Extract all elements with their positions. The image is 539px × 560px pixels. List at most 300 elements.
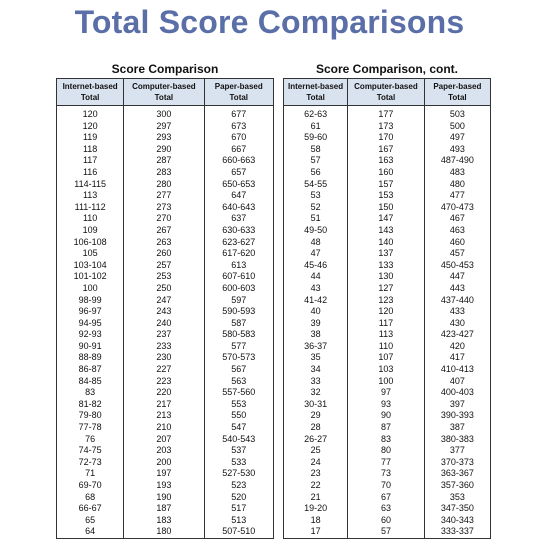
table-row bbox=[57, 457, 274, 469]
table-cell: 120 bbox=[82, 109, 98, 119]
table-cell: 570-573 bbox=[204, 352, 273, 364]
table-cell: 88-89 bbox=[78, 352, 102, 363]
table-cell: 17 bbox=[310, 526, 321, 537]
table-cell: 553 bbox=[204, 399, 273, 411]
table-cell: 387 bbox=[424, 422, 490, 434]
table-row bbox=[284, 237, 491, 249]
table-cell: 657 bbox=[204, 167, 273, 179]
table-row bbox=[284, 271, 491, 283]
table-row bbox=[57, 341, 274, 353]
table-row bbox=[284, 422, 491, 434]
table-cell: 297 bbox=[124, 121, 204, 133]
table-cell: 547 bbox=[204, 422, 273, 434]
column-header bbox=[424, 79, 490, 106]
table-cell: 63 bbox=[348, 503, 425, 515]
table-cell: 87 bbox=[348, 422, 425, 434]
table-row bbox=[284, 167, 491, 179]
table-cell: 210 bbox=[124, 422, 204, 434]
table-cell: 640-643 bbox=[204, 202, 273, 214]
table-cell: 93 bbox=[348, 399, 425, 411]
table-cell: 65 bbox=[85, 514, 96, 525]
table-cell: 66-67 bbox=[78, 503, 102, 514]
table-cell: 41-42 bbox=[304, 294, 328, 305]
table-row bbox=[57, 121, 274, 133]
column-header-line: Total bbox=[376, 93, 396, 102]
column-header-line: Internet-based bbox=[288, 82, 344, 91]
column-header-line: Total bbox=[229, 93, 249, 102]
table-cell: 577 bbox=[204, 341, 273, 353]
table-row bbox=[284, 213, 491, 225]
table-cell: 480 bbox=[424, 179, 490, 191]
table-cell: 157 bbox=[348, 179, 425, 191]
table-cell: 143 bbox=[348, 225, 425, 237]
table-cell: 187 bbox=[124, 503, 204, 515]
table-row bbox=[284, 132, 491, 144]
table-cell: 417 bbox=[424, 352, 490, 364]
table-cell: 59-60 bbox=[304, 132, 328, 143]
table-cell: 563 bbox=[204, 376, 273, 388]
table-cell: 277 bbox=[124, 190, 204, 202]
table-cell: 100 bbox=[348, 376, 425, 388]
table-cell: 250 bbox=[124, 283, 204, 295]
table-cell: 61 bbox=[310, 120, 321, 131]
table-row bbox=[284, 492, 491, 504]
table-cell: 477 bbox=[424, 190, 490, 202]
table-cell: 180 bbox=[124, 526, 204, 538]
table-cell: 77 bbox=[348, 457, 425, 469]
table-cell: 447 bbox=[424, 271, 490, 283]
table-cell: 58 bbox=[310, 143, 321, 154]
table-cell: 197 bbox=[124, 468, 204, 480]
table-cell: 56 bbox=[310, 166, 321, 177]
table-cell: 84-85 bbox=[78, 375, 102, 386]
table-cell: 273 bbox=[124, 202, 204, 214]
table-cell: 423-427 bbox=[424, 329, 490, 341]
column-header bbox=[204, 79, 273, 106]
table-row bbox=[57, 283, 274, 295]
table-cell: 49-50 bbox=[304, 224, 328, 235]
column-header-line: Internet-based bbox=[62, 82, 118, 91]
table-cell: 40 bbox=[310, 306, 321, 317]
table-cell: 193 bbox=[124, 480, 204, 492]
table-cell: 390-393 bbox=[424, 410, 490, 422]
table-cell: 217 bbox=[124, 399, 204, 411]
table-row bbox=[57, 202, 274, 214]
table-cell: 507-510 bbox=[204, 526, 273, 538]
table-cell: 177 bbox=[348, 106, 425, 121]
table-cell: 600-603 bbox=[204, 283, 273, 295]
table-cell: 71 bbox=[85, 468, 96, 479]
table-cell: 110 bbox=[348, 341, 425, 353]
table-cell: 500 bbox=[424, 121, 490, 133]
table-row bbox=[57, 167, 274, 179]
table-cell: 28 bbox=[310, 422, 321, 433]
table-row bbox=[57, 422, 274, 434]
table-row bbox=[284, 295, 491, 307]
table-cell: 637 bbox=[204, 213, 273, 225]
table-cell: 587 bbox=[204, 318, 273, 330]
table-row bbox=[57, 155, 274, 167]
table-row bbox=[57, 515, 274, 527]
table-cell: 117 bbox=[82, 155, 98, 166]
table-cell: 79-80 bbox=[78, 410, 102, 421]
table-cell: 333-337 bbox=[424, 526, 490, 538]
table-cell: 410-413 bbox=[424, 364, 490, 376]
table-cell: 253 bbox=[124, 271, 204, 283]
column-header bbox=[348, 79, 425, 106]
table-cell: 523 bbox=[204, 480, 273, 492]
table-cell: 183 bbox=[124, 515, 204, 527]
table-cell: 463 bbox=[424, 225, 490, 237]
table-cell: 420 bbox=[424, 341, 490, 353]
table-row bbox=[57, 225, 274, 237]
table-cell: 116 bbox=[82, 166, 98, 177]
table-cell: 283 bbox=[124, 167, 204, 179]
table-cell: 117 bbox=[348, 318, 425, 330]
table-cell: 80 bbox=[348, 445, 425, 457]
table-cell: 101-102 bbox=[73, 271, 107, 282]
score-comparison-table bbox=[56, 78, 274, 539]
table-row bbox=[284, 503, 491, 515]
table-cell: 287 bbox=[124, 155, 204, 167]
table-cell: 120 bbox=[348, 306, 425, 318]
table-row bbox=[57, 445, 274, 457]
table-row bbox=[57, 260, 274, 272]
table-cell: 18 bbox=[310, 514, 321, 525]
column-header-line: Paper-based bbox=[214, 82, 263, 91]
table-cell: 230 bbox=[124, 352, 204, 364]
table-row bbox=[57, 503, 274, 515]
table-cell: 72-73 bbox=[78, 456, 102, 467]
table-cell: 660-663 bbox=[204, 155, 273, 167]
table-cell: 260 bbox=[124, 248, 204, 260]
table-cell: 70 bbox=[348, 480, 425, 492]
table-cell: 613 bbox=[204, 260, 273, 272]
table-row bbox=[284, 260, 491, 272]
table-cell: 450-453 bbox=[424, 260, 490, 272]
table-cell: 597 bbox=[204, 295, 273, 307]
table-cell: 26-27 bbox=[304, 433, 328, 444]
table-cell: 69-70 bbox=[78, 480, 102, 490]
table-cell: 68 bbox=[85, 491, 96, 502]
table-row bbox=[57, 237, 274, 249]
table-row bbox=[57, 329, 274, 341]
table-cell: 83 bbox=[348, 434, 425, 446]
table-cell: 437-440 bbox=[424, 295, 490, 307]
table-cell: 38 bbox=[310, 329, 321, 340]
table-cell: 137 bbox=[348, 248, 425, 260]
table-cell: 81-82 bbox=[78, 398, 102, 409]
table-cell: 167 bbox=[348, 144, 425, 156]
table-row bbox=[284, 515, 491, 527]
table-cell: 163 bbox=[348, 155, 425, 167]
table-cell: 53 bbox=[310, 190, 321, 201]
table-row bbox=[284, 341, 491, 353]
table-row bbox=[284, 283, 491, 295]
table-row bbox=[57, 106, 274, 121]
table-cell: 557-560 bbox=[204, 387, 273, 399]
table-cell: 540-543 bbox=[204, 434, 273, 446]
table-cell: 363-367 bbox=[424, 468, 490, 480]
table-cell: 44 bbox=[310, 271, 321, 282]
table-row bbox=[57, 410, 274, 422]
table-row bbox=[57, 387, 274, 399]
table-row bbox=[284, 190, 491, 202]
table-cell: 36-37 bbox=[304, 340, 328, 351]
table-cell: 21 bbox=[310, 491, 321, 502]
table-cell: 67 bbox=[348, 492, 425, 504]
table-cell: 290 bbox=[124, 144, 204, 156]
table-cell: 407 bbox=[424, 376, 490, 388]
table-cell: 247 bbox=[124, 295, 204, 307]
table-cell: 64 bbox=[85, 526, 96, 537]
table-cell: 233 bbox=[124, 341, 204, 353]
table-cell: 57 bbox=[310, 155, 321, 166]
table-cell: 86-87 bbox=[78, 364, 102, 375]
table-cell: 105 bbox=[82, 248, 98, 259]
table-cell: 90-91 bbox=[78, 340, 102, 351]
table-cell: 30-31 bbox=[304, 398, 328, 409]
table-cell: 83 bbox=[85, 387, 96, 398]
table-cell: 267 bbox=[124, 225, 204, 237]
table-row bbox=[284, 410, 491, 422]
table-cell: 62-63 bbox=[304, 109, 328, 119]
table-cell: 98-99 bbox=[78, 294, 102, 305]
table-row bbox=[57, 526, 274, 538]
table-row bbox=[284, 248, 491, 260]
table-cell: 77-78 bbox=[78, 422, 102, 433]
column-header-line: Total bbox=[306, 93, 325, 102]
table-cell: 103-104 bbox=[73, 259, 107, 270]
table-cell: 240 bbox=[124, 318, 204, 330]
table-cell: 200 bbox=[124, 457, 204, 469]
table-row bbox=[284, 468, 491, 480]
table-row bbox=[57, 376, 274, 388]
table-row bbox=[284, 179, 491, 191]
table-cell: 347-350 bbox=[424, 503, 490, 515]
table-row bbox=[57, 144, 274, 156]
table-subtitle: Score Comparison, cont. bbox=[315, 62, 459, 76]
column-header-line: Computer-based bbox=[132, 82, 196, 91]
table-cell: 567 bbox=[204, 364, 273, 376]
table-subtitle: Score Comparison bbox=[111, 62, 219, 76]
table-row bbox=[284, 155, 491, 167]
table-cell: 54-55 bbox=[304, 178, 328, 189]
table-cell: 580-583 bbox=[204, 329, 273, 341]
table-row bbox=[284, 434, 491, 446]
table-cell: 503 bbox=[424, 106, 490, 121]
table-cell: 119 bbox=[82, 132, 98, 143]
table-cell: 73 bbox=[348, 468, 425, 480]
column-header bbox=[124, 79, 204, 106]
table-cell: 133 bbox=[348, 260, 425, 272]
column-header-line: Total bbox=[154, 93, 174, 102]
table-cell: 340-343 bbox=[424, 515, 490, 527]
table-cell: 443 bbox=[424, 283, 490, 295]
table-row bbox=[57, 492, 274, 504]
table-cell: 533 bbox=[204, 457, 273, 469]
table-header-row bbox=[284, 79, 491, 106]
table-cell: 118 bbox=[82, 143, 98, 154]
table-cell: 170 bbox=[348, 132, 425, 144]
column-header bbox=[284, 79, 348, 106]
table-cell: 111-112 bbox=[74, 201, 106, 212]
table-cell: 673 bbox=[204, 121, 273, 133]
table-cell: 74-75 bbox=[78, 445, 102, 456]
score-comparison-cont-block bbox=[283, 62, 491, 539]
table-cell: 213 bbox=[124, 410, 204, 422]
table-cell: 24 bbox=[310, 456, 321, 467]
score-comparison-block bbox=[56, 62, 274, 539]
table-cell: 110 bbox=[82, 213, 98, 224]
table-row bbox=[57, 480, 274, 492]
table-cell: 227 bbox=[124, 364, 204, 376]
table-cell: 48 bbox=[310, 236, 321, 247]
table-cell: 300 bbox=[124, 106, 204, 121]
table-cell: 513 bbox=[204, 515, 273, 527]
table-cell: 160 bbox=[348, 167, 425, 179]
table-row bbox=[57, 295, 274, 307]
table-cell: 153 bbox=[348, 190, 425, 202]
table-cell: 130 bbox=[348, 271, 425, 283]
table-row bbox=[284, 202, 491, 214]
table-cell: 207 bbox=[124, 434, 204, 446]
table-cell: 487-490 bbox=[424, 155, 490, 167]
table-cell: 270 bbox=[124, 213, 204, 225]
table-cell: 397 bbox=[424, 399, 490, 411]
table-cell: 607-610 bbox=[204, 271, 273, 283]
column-header-line: Computer-based bbox=[354, 82, 418, 91]
table-cell: 103 bbox=[348, 364, 425, 376]
table-row bbox=[284, 364, 491, 376]
table-row bbox=[284, 329, 491, 341]
table-row bbox=[284, 457, 491, 469]
table-cell: 47 bbox=[310, 248, 321, 259]
table-row bbox=[57, 213, 274, 225]
column-header-line: Total bbox=[80, 93, 100, 102]
column-header-line: Total bbox=[448, 93, 467, 102]
table-cell: 237 bbox=[124, 329, 204, 341]
table-cell: 623-627 bbox=[204, 237, 273, 249]
table-cell: 527-530 bbox=[204, 468, 273, 480]
table-row bbox=[57, 468, 274, 480]
table-row bbox=[57, 190, 274, 202]
table-cell: 114-115 bbox=[74, 178, 106, 189]
table-cell: 647 bbox=[204, 190, 273, 202]
table-cell: 190 bbox=[124, 492, 204, 504]
table-cell: 517 bbox=[204, 503, 273, 515]
table-cell: 357-360 bbox=[424, 480, 490, 492]
table-cell: 150 bbox=[348, 202, 425, 214]
table-cell: 90 bbox=[348, 410, 425, 422]
table-cell: 39 bbox=[310, 317, 321, 328]
table-row bbox=[284, 352, 491, 364]
table-cell: 33 bbox=[310, 375, 321, 386]
table-cell: 263 bbox=[124, 237, 204, 249]
table-cell: 35 bbox=[310, 352, 321, 363]
table-cell: 76 bbox=[85, 433, 96, 444]
table-cell: 45-46 bbox=[304, 259, 328, 270]
table-cell: 370-373 bbox=[424, 457, 490, 469]
page-title: Total Score Comparisons bbox=[74, 4, 465, 40]
table-row bbox=[284, 306, 491, 318]
table-cell: 173 bbox=[348, 121, 425, 133]
table-cell: 520 bbox=[204, 492, 273, 504]
table-cell: 113 bbox=[348, 329, 425, 341]
table-row bbox=[284, 225, 491, 237]
table-cell: 590-593 bbox=[204, 306, 273, 318]
table-cell: 106-108 bbox=[73, 236, 107, 247]
table-cell: 113 bbox=[82, 190, 98, 201]
table-row bbox=[57, 364, 274, 376]
table-cell: 430 bbox=[424, 318, 490, 330]
table-cell: 107 bbox=[348, 352, 425, 364]
table-cell: 57 bbox=[348, 526, 425, 538]
score-comparison-cont-table bbox=[283, 78, 491, 539]
table-cell: 353 bbox=[424, 492, 490, 504]
table-cell: 400-403 bbox=[424, 387, 490, 399]
table-cell: 630-633 bbox=[204, 225, 273, 237]
table-row bbox=[57, 179, 274, 191]
table-cell: 92-93 bbox=[78, 329, 102, 340]
table-cell: 96-97 bbox=[78, 306, 102, 317]
table-row bbox=[284, 480, 491, 492]
table-row bbox=[284, 144, 491, 156]
table-row bbox=[284, 445, 491, 457]
table-cell: 123 bbox=[348, 295, 425, 307]
table-cell: 51 bbox=[310, 213, 321, 224]
table-cell: 220 bbox=[124, 387, 204, 399]
table-row bbox=[284, 387, 491, 399]
table-row bbox=[57, 132, 274, 144]
table-cell: 23 bbox=[310, 468, 321, 479]
table-row bbox=[284, 121, 491, 133]
table-cell: 550 bbox=[204, 410, 273, 422]
table-cell: 109 bbox=[82, 224, 98, 235]
column-header-line: Paper-based bbox=[433, 82, 482, 91]
table-cell: 483 bbox=[424, 167, 490, 179]
table-cell: 280 bbox=[124, 179, 204, 191]
table-cell: 667 bbox=[204, 144, 273, 156]
table-cell: 29 bbox=[310, 410, 321, 421]
table-cell: 52 bbox=[310, 201, 321, 212]
table-row bbox=[57, 352, 274, 364]
table-cell: 677 bbox=[204, 106, 273, 121]
table-cell: 94-95 bbox=[78, 317, 102, 328]
table-cell: 670 bbox=[204, 132, 273, 144]
table-cell: 43 bbox=[310, 282, 321, 293]
table-cell: 22 bbox=[310, 480, 321, 490]
table-cell: 32 bbox=[310, 387, 321, 398]
table-cell: 457 bbox=[424, 248, 490, 260]
table-row bbox=[284, 399, 491, 411]
table-cell: 377 bbox=[424, 445, 490, 457]
table-cell: 100 bbox=[82, 282, 98, 293]
table-cell: 34 bbox=[310, 364, 321, 375]
table-cell: 140 bbox=[348, 237, 425, 249]
table-cell: 380-383 bbox=[424, 434, 490, 446]
table-cell: 147 bbox=[348, 213, 425, 225]
table-cell: 127 bbox=[348, 283, 425, 295]
table-cell: 257 bbox=[124, 260, 204, 272]
table-cell: 223 bbox=[124, 376, 204, 388]
table-row bbox=[284, 106, 491, 121]
table-cell: 650-653 bbox=[204, 179, 273, 191]
table-row bbox=[284, 318, 491, 330]
table-cell: 460 bbox=[424, 237, 490, 249]
table-cell: 470-473 bbox=[424, 202, 490, 214]
table-cell: 97 bbox=[348, 387, 425, 399]
